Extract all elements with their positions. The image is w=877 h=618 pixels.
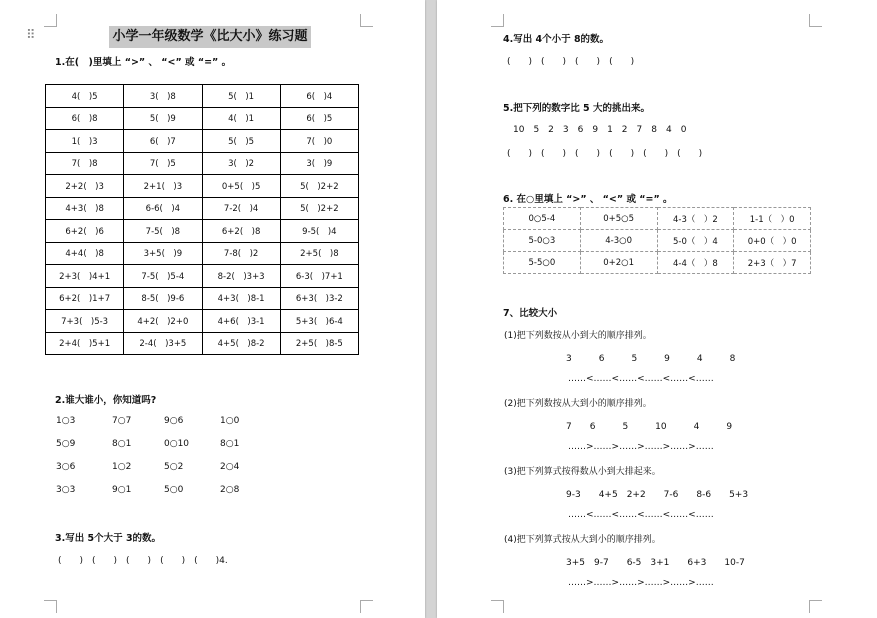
table-cell: 4+3( )8 (46, 197, 124, 220)
table-cell: 6+2( )1+7 (46, 287, 124, 310)
q7-part-answer: ……>……>……>……>……>…… (568, 578, 714, 588)
table-cell: 0+5( )5 (202, 175, 280, 198)
table-cell: 5-0（ ）4 (657, 230, 734, 252)
table-cell: 6-3( )7+1 (280, 265, 358, 288)
table-row (46, 175, 359, 198)
table-cell: 3( )2 (202, 152, 280, 175)
table-row (46, 85, 359, 108)
document-page-left (0, 0, 425, 618)
table-cell: 4-4（ ）8 (657, 252, 734, 274)
table-cell: 0+5○5 (580, 208, 657, 230)
table-row (504, 230, 811, 252)
q7-part-items: 3+5 9-7 6-5 3+1 6+3 10-7 (566, 558, 745, 568)
table-cell: 5( )9 (124, 107, 202, 130)
table-cell: 5-0○3 (504, 230, 581, 252)
q7-heading: 7、比较大小 (503, 308, 558, 319)
table-cell: 7( )0 (280, 130, 358, 153)
comparison-item: 5○0 (164, 485, 184, 495)
comparison-item: 3○6 (56, 462, 76, 472)
comparison-item: 9○6 (164, 416, 184, 426)
q6-heading: 6. 在○里填上 “>” 、 “<” 或 “=” 。 (503, 194, 673, 205)
q7-part-answer: ……<……<……<……<……<…… (568, 374, 714, 384)
comparison-item: 2○4 (220, 462, 240, 472)
q3-answer-blanks: ( ) ( ) ( ) ( ) ( )4. (58, 556, 228, 566)
comparison-item: 7○7 (112, 416, 132, 426)
table-cell: 1-1（ ）0 (734, 208, 811, 230)
margin-corner-mark (360, 600, 373, 613)
table-row (46, 130, 359, 153)
table-row (504, 252, 811, 274)
drag-handle-icon[interactable]: ⠿ (26, 28, 36, 43)
q7-part-label: (1)把下列数按从小到大的顺序排列。 (504, 331, 652, 341)
q1-table (45, 84, 359, 355)
table-cell: 5( )2+2 (280, 175, 358, 198)
q7-part-label: (4)把下列算式按从大到小的顺序排列。 (504, 535, 661, 545)
table-cell: 4+6( )3-1 (202, 310, 280, 333)
margin-corner-mark (491, 14, 504, 27)
table-cell: 4+4( )8 (46, 242, 124, 265)
comparison-item: 9○1 (112, 485, 132, 495)
table-cell: 4-3○0 (580, 230, 657, 252)
q7-part-answer: ……<……<……<……<……<…… (568, 510, 714, 520)
table-cell: 3( )9 (280, 152, 358, 175)
margin-corner-mark (809, 14, 822, 27)
comparison-item: 1○2 (112, 462, 132, 472)
table-row (46, 310, 359, 333)
q5-answer-blanks: ( ) ( ) ( ) ( ) ( ) ( ) (507, 149, 703, 159)
table-cell: 6+3( )3-2 (280, 287, 358, 310)
table-cell: 8-2( )3+3 (202, 265, 280, 288)
table-cell: 4+2( )2+0 (124, 310, 202, 333)
comparison-item: 5○9 (56, 439, 76, 449)
table-cell: 3+5( )9 (124, 242, 202, 265)
comparison-item: 2○8 (220, 485, 240, 495)
table-cell: 7-8( )2 (202, 242, 280, 265)
table-cell: 4( )1 (202, 107, 280, 130)
margin-corner-mark (809, 600, 822, 613)
table-cell: 9-5( )4 (280, 220, 358, 243)
table-cell: 5( )5 (202, 130, 280, 153)
table-cell: 6( )5 (280, 107, 358, 130)
q5-heading: 5.把下列的数字比 5 大的挑出来。 (503, 103, 650, 114)
table-cell: 2+1( )3 (124, 175, 202, 198)
table-cell: 6+2( )6 (46, 220, 124, 243)
q5-number-list: 10 5 2 3 6 9 1 2 7 8 4 0 (513, 125, 687, 135)
table-cell: 5-5○0 (504, 252, 581, 274)
table-cell: 6-6( )4 (124, 197, 202, 220)
table-row (46, 107, 359, 130)
q7-part-answer: ……>……>……>……>……>…… (568, 442, 714, 452)
q4-answer-blanks: ( ) ( ) ( ) ( ) (507, 57, 635, 67)
comparison-item: 8○1 (220, 439, 240, 449)
table-cell: 7-5( )5-4 (124, 265, 202, 288)
table-cell: 6( )4 (280, 85, 358, 108)
table-cell: 6( )8 (46, 107, 124, 130)
table-row (46, 287, 359, 310)
table-row (46, 197, 359, 220)
comparison-item: 8○1 (112, 439, 132, 449)
comparison-item: 5○2 (164, 462, 184, 472)
table-cell: 4+3( )8-1 (202, 287, 280, 310)
table-cell: 2+5( )8 (280, 242, 358, 265)
table-cell: 4( )5 (46, 85, 124, 108)
table-cell: 2+3（ ）7 (734, 252, 811, 274)
table-cell: 0+0（ ）0 (734, 230, 811, 252)
q7-part-label: (2)把下列数按从大到小的顺序排列。 (504, 399, 652, 409)
q7-part-items: 9-3 4+5 2+2 7-6 8-6 5+3 (566, 490, 749, 500)
table-cell: 4-3（ ）2 (657, 208, 734, 230)
comparison-item: 3○3 (56, 485, 76, 495)
table-cell: 1( )3 (46, 130, 124, 153)
table-cell: 7-2( )4 (202, 197, 280, 220)
table-cell: 8-5( )9-6 (124, 287, 202, 310)
table-cell: 6( )7 (124, 130, 202, 153)
table-cell: 4+5( )8-2 (202, 332, 280, 355)
comparison-item: 0○10 (164, 439, 190, 449)
table-row (46, 332, 359, 355)
q2-heading: 2.谁大谁小，你知道吗? (55, 395, 157, 406)
table-row (46, 220, 359, 243)
table-cell: 5( )1 (202, 85, 280, 108)
margin-corner-mark (44, 14, 57, 27)
comparison-item: 1○3 (56, 416, 76, 426)
margin-corner-mark (44, 600, 57, 613)
table-cell: 5+3( )6-4 (280, 310, 358, 333)
q3-heading: 3.写出 5个大于 3的数。 (55, 533, 162, 544)
table-cell: 7+3( )5-3 (46, 310, 124, 333)
margin-corner-mark (491, 600, 504, 613)
table-cell: 2+2( )3 (46, 175, 124, 198)
table-cell: 5( )2+2 (280, 197, 358, 220)
margin-corner-mark (360, 14, 373, 27)
table-row (504, 208, 811, 230)
table-row (46, 265, 359, 288)
table-cell: 2+3( )4+1 (46, 265, 124, 288)
table-cell: 3( )8 (124, 85, 202, 108)
table-cell: 2+5( )8-5 (280, 332, 358, 355)
document-title: 小学一年级数学《比大小》练习题 (109, 26, 311, 48)
table-cell: 0○5-4 (504, 208, 581, 230)
comparison-item: 1○0 (220, 416, 240, 426)
q4-heading: 4.写出 4个小于 8的数。 (503, 34, 610, 45)
table-row (46, 152, 359, 175)
table-cell: 2+4( )5+1 (46, 332, 124, 355)
table-cell: 7-5( )8 (124, 220, 202, 243)
q7-part-items: 3 6 5 9 4 8 (566, 354, 736, 364)
q1-heading: 1.在( )里填上 “>” 、 “<” 或 “=” 。 (55, 57, 232, 68)
q7-part-items: 7 6 5 10 4 9 (566, 422, 733, 432)
table-cell: 0+2○1 (580, 252, 657, 274)
table-row (46, 242, 359, 265)
table-cell: 7( )8 (46, 152, 124, 175)
table-cell: 7( )5 (124, 152, 202, 175)
q7-part-label: (3)把下列算式按得数从小到大排起来。 (504, 467, 661, 477)
table-cell: 6+2( )8 (202, 220, 280, 243)
q6-table (503, 207, 811, 274)
table-cell: 2-4( )3+5 (124, 332, 202, 355)
